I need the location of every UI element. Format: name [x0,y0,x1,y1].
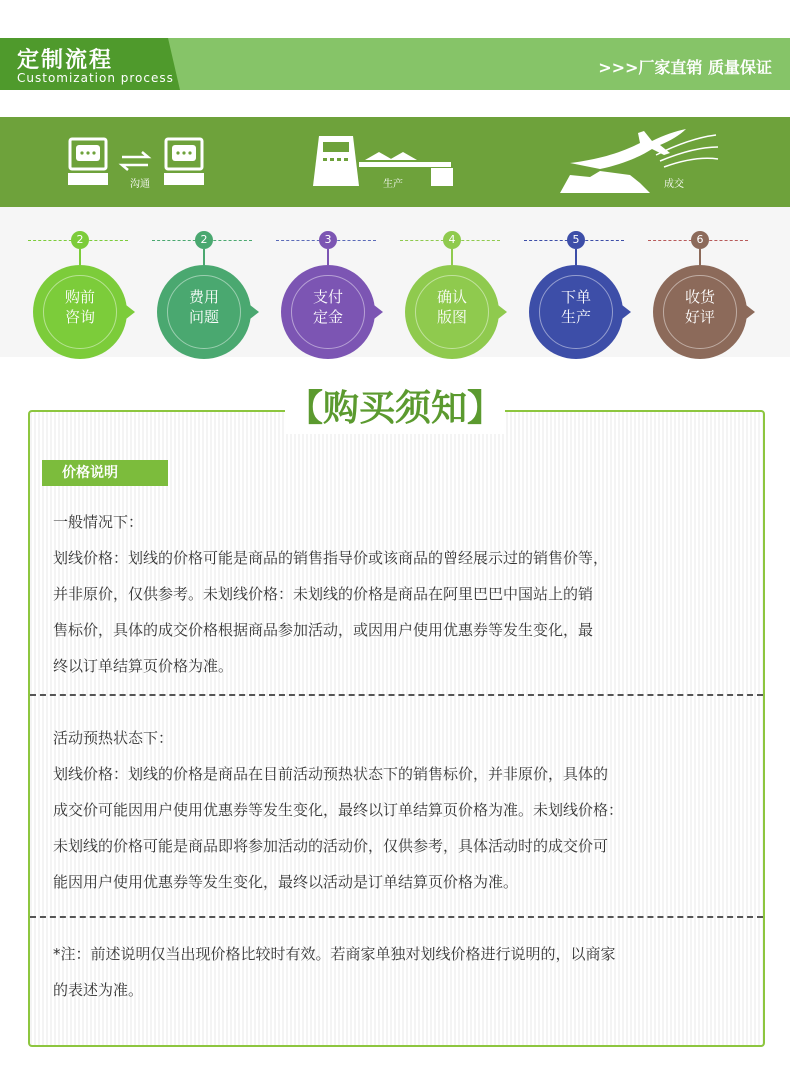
process-steps [0,207,790,357]
step-number: 4 [443,231,461,249]
block2-line: 成交价可能因用户使用优惠券等发生变化，最终以订单结算页价格为准。未划线价格： [53,801,624,819]
header-slogan: >>>厂家直销 质量保证 [598,58,772,77]
step-label [167,287,241,327]
dashed-divider [30,694,763,696]
block1-line: 终以订单结算页价格为准。 [53,657,234,675]
step-stem [327,249,329,265]
process-band [0,117,790,207]
step-label [539,287,613,327]
step-number: 2 [195,231,213,249]
block1-heading: 一般情况下： [53,513,144,531]
step-label-line2: 生产 [560,308,591,326]
step-number: 3 [319,231,337,249]
airplane-deal-icon [560,123,720,199]
step-label-line2: 问题 [188,308,219,326]
step-label-line1: 确认 [436,288,467,306]
process-label-produce: 生产 [383,179,403,190]
notice-title-wrap [285,384,505,434]
step-6 [620,207,740,357]
block1-line: 划线价格：划线的价格可能是商品的销售指导价或该商品的曾经展示过的销售价等， [53,549,609,567]
step-number: 6 [691,231,709,249]
step-label-line2: 好评 [684,308,715,326]
step-label-line1: 费用 [188,288,219,306]
step-label-line2: 咨询 [64,308,95,326]
header-title: 定制流程 [17,47,114,73]
block2-heading: 活动预热状态下： [53,729,174,747]
step-stem [79,249,81,265]
step-5 [496,207,616,357]
step-stem [699,249,701,265]
block2-line: 未划线的价格可能是商品即将参加活动的活动价，仅供参考，具体活动时的成交价可 [53,837,609,855]
header-subtitle: Customization process [17,71,174,85]
step-label-line2: 版图 [436,308,467,326]
dashed-divider [30,916,763,918]
step-stem [203,249,205,265]
step-label-line1: 下单 [560,288,591,306]
notice-title: 【购买须知】 [286,388,503,429]
step-label-line1: 支付 [312,288,343,306]
step-1 [0,207,120,357]
step-label [43,287,117,327]
block2-line: 能因用户使用优惠券等发生变化，最终以活动是订单结算页价格为准。 [53,873,519,891]
step-label-line1: 购前 [64,288,95,306]
process-label-deal: 成交 [664,179,684,190]
header-banner [0,38,790,90]
step-label [291,287,365,327]
step-stem [575,249,577,265]
step-2 [124,207,244,357]
step-arrow [746,305,755,319]
step-label [663,287,737,327]
step-number: 5 [567,231,585,249]
step-label [415,287,489,327]
block1-line: 并非原价，仅供参考。未划线价格：未划线的价格是商品在阿里巴巴中国站上的销 [53,585,594,603]
block1-line: 售标价，具体的成交价格根据商品参加活动，或因用户使用优惠券等发生变化，最 [53,621,594,639]
block3-line: 的表述为准。 [53,981,144,999]
step-label-line2: 定金 [312,308,343,326]
step-number: 2 [71,231,89,249]
section-tag-price: 价格说明 [42,460,168,486]
step-label-line1: 收货 [684,288,715,306]
block3-line: *注：前述说明仅当出现价格比较时有效。若商家单独对划线价格进行说明的，以商家 [53,945,616,963]
step-stem [451,249,453,265]
step-3 [248,207,368,357]
block2-line: 划线价格：划线的价格是商品在目前活动预热状态下的销售标价，并非原价，具体的 [53,765,609,783]
step-4 [372,207,492,357]
process-label-communicate: 沟通 [130,179,150,190]
